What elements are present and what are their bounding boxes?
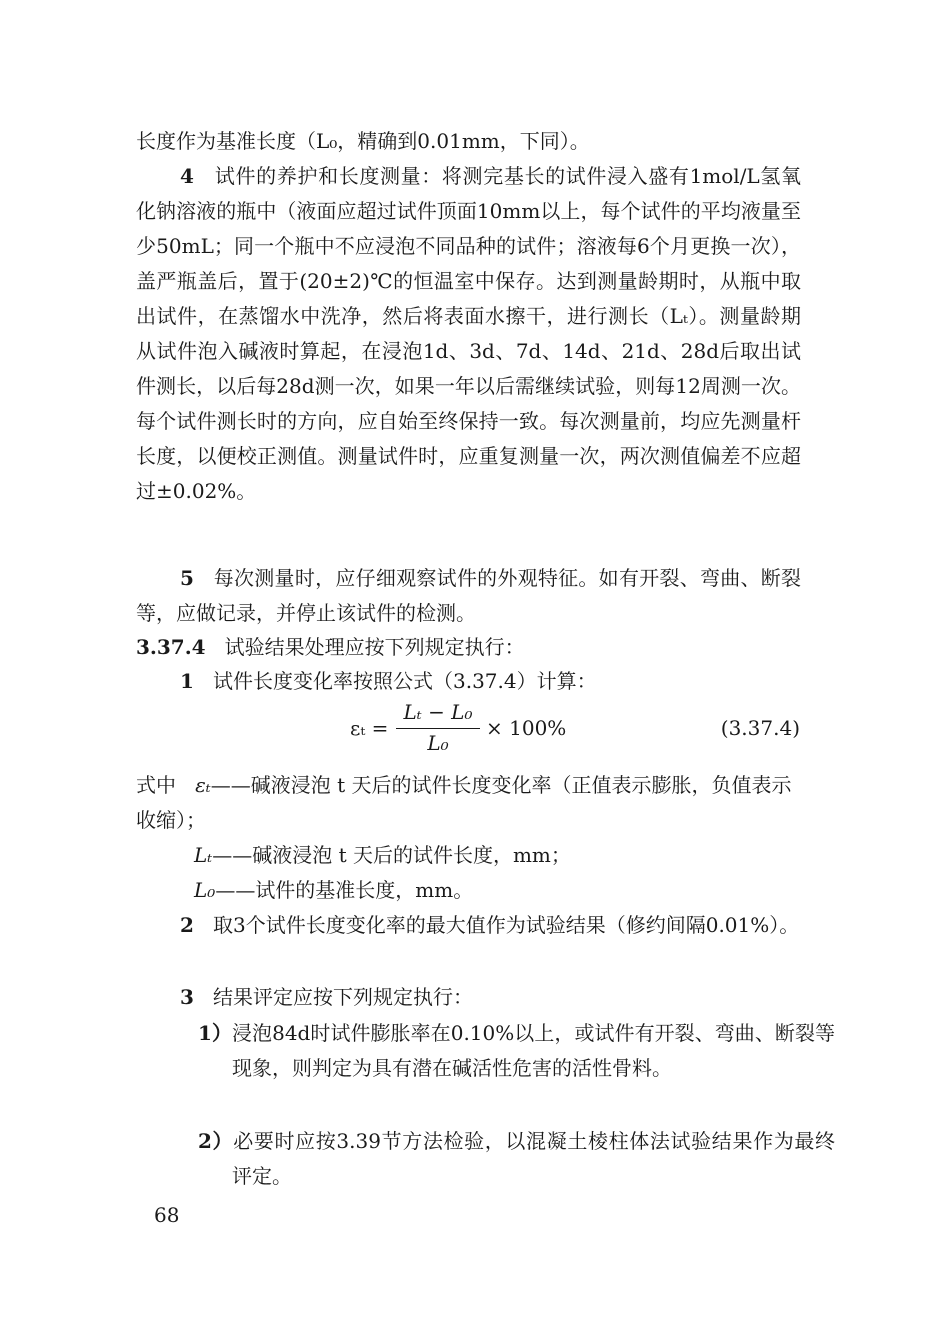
page-number: 68 [154,1203,180,1227]
sub-item-1 [198,1016,835,1086]
item-text: 试件的养护和长度测量：将测完基长的试件浸入盛有1mol/L氢氧化钠溶液的瓶中（液面应超过试件顶面10mm以上，每个试件的平均液量至少50mL；同一个瓶中不应浸泡不同品种的试件；溶液每6个月更换一次），盖严瓶盖后，置于(20±2)℃的恒温室中保存。达到测量龄期时，从瓶中取出试件，在蒸馏水中洗净，然后将表面水擦干，进行测长（Lₜ）。测量龄期从试件泡入碱液时算起，在浸泡1d、3d、7d、14d、21d、28d后取出试件测长，以后每28d测一次，如果一年以后需继续试验，则每12周测一次。每个试件测长时的方向，应自始至终保持一致。每次测量前，均应先测量杆长度，以便校正测值。测量试件时，应重复测量一次，两次测值偏差不应超过±0.02%。 [136,164,801,503]
sub-item-number: 1） [198,1021,233,1045]
formula-fraction [396,700,480,755]
definition-text: ——试件的基准长度，mm。 [215,878,474,902]
item-number: 3 [180,985,194,1009]
formula-lhs: εₜ = [350,716,389,740]
definition-symbol: Lₜ [194,843,213,867]
item-number: 4 [180,164,194,188]
item-text: 试件长度变化率按照公式（3.37.4）计算： [213,669,597,693]
fraction-bar [396,728,480,729]
section-heading [136,630,801,665]
paragraph-item-3 [136,980,801,1015]
paragraph-item-5 [136,561,801,631]
definition-row [136,768,801,838]
sub-item-text: 浸泡84d时试件膨胀率在0.10%以上，或试件有开裂、弯曲、断裂等现象，则判定为具有潜在碱活性危害的活性骨料。 [232,1021,835,1080]
item-text: 取3个试件长度变化率的最大值作为试验结果（修约间隔0.01%）。 [213,913,800,937]
sub-item-number: 2） [198,1129,234,1153]
formula-rhs: × 100% [486,716,567,740]
definition-symbol: εₜ [195,773,211,797]
sub-item-text: 必要时应按3.39节方法检验，以混凝土棱柱体法试验结果作为最终评定。 [232,1129,836,1188]
item-number: 5 [180,566,194,590]
sub-item-2 [198,1124,835,1194]
formula-number: (3.37.4) [720,716,800,740]
formula-denominator: L₀ [427,731,449,755]
definition-text: ——碱液浸泡 t 天后的试件长度，mm； [212,843,571,867]
paragraph-item-4 [136,159,801,509]
definition-symbol: L₀ [194,878,216,902]
formula-3-37-4 [350,700,800,760]
definition-row [136,838,801,873]
definition-text: ——碱液浸泡 t 天后的试件长度变化率（正值表示膨胀，负值表示收缩）； [136,773,792,832]
definition-row [136,873,801,908]
section-text: 试验结果处理应按下列规定执行： [224,635,525,659]
paragraph-item-2 [136,908,801,943]
section-number: 3.37.4 [136,635,206,659]
item-text: 每次测量时，应仔细观察试件的外观特征。如有开裂、弯曲、断裂等，应做记录，并停止该试件的检测。 [136,566,802,625]
paragraph-continuation: 长度作为基准长度（L₀，精确到0.01mm，下同）。 [136,129,590,153]
formula-numerator: Lₜ − L₀ [403,700,473,724]
item-number: 2 [180,913,194,937]
paragraph-item-1 [136,664,801,699]
definitions-intro: 式中 [136,773,176,797]
item-number: 1 [180,669,194,693]
item-text: 结果评定应按下列规定执行： [213,985,473,1009]
